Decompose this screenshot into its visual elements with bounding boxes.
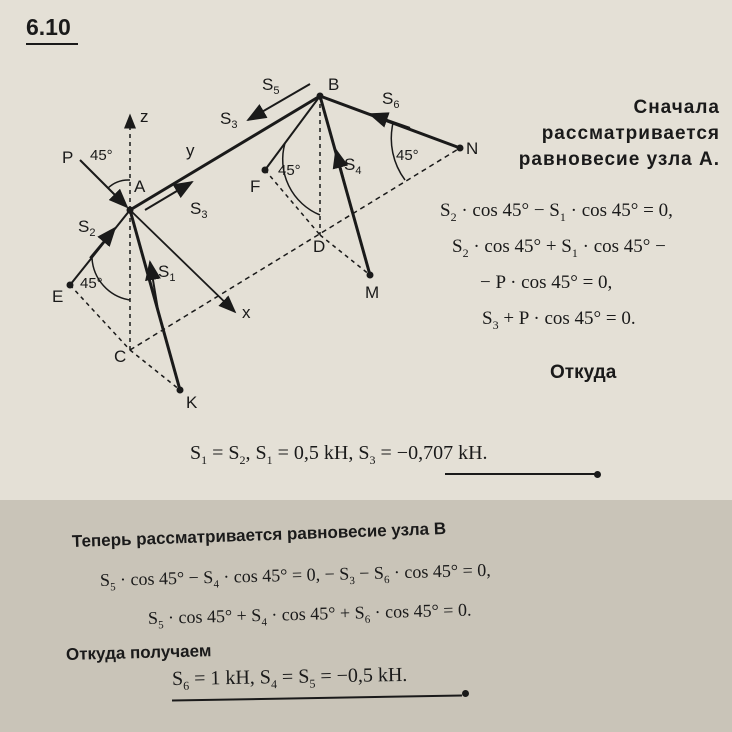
result-node-a: $S_1 = S_2$, $S_1 = 0,5$ kH, $S_3 = -0,707$ kH.: [190, 442, 488, 467]
equation-2: $S_2 \cdot \cos 45^\circ + S_1 \cdot \cos 45^\circ$ −: [452, 236, 666, 260]
label-B: B: [328, 75, 340, 94]
otkuda-label: Откуда: [550, 362, 617, 383]
label-E: E: [52, 287, 64, 306]
arrow-S6: [370, 114, 410, 128]
equation-3: − P · cos 45° = 0,: [480, 272, 613, 293]
label-S5: $S_5$: [262, 75, 280, 97]
label-z: z: [140, 107, 149, 126]
node-b-otkuda-label: Откуда получаем: [65, 641, 212, 664]
label-M: M: [365, 283, 380, 302]
label-x: x: [242, 303, 251, 322]
bar-AK: [130, 210, 180, 390]
intro-line: рассматривается: [541, 123, 720, 144]
label-D: D: [313, 237, 326, 256]
label-angle-N: 45°: [396, 147, 419, 164]
dashed-E-C: [70, 285, 130, 350]
dashed-D-M: [320, 235, 370, 275]
intro-text: [470, 95, 720, 173]
x-axis: [130, 210, 235, 312]
equation-4: $S_3 + P \cdot \cos 45^\circ = 0$.: [482, 308, 636, 332]
angle-arc-P: [108, 180, 130, 188]
dashed-F-D: [265, 170, 320, 235]
label-y: y: [186, 141, 195, 160]
dashed-C-K: [130, 350, 180, 390]
label-S2: $S_2$: [78, 217, 96, 239]
force-P: [80, 160, 127, 207]
equation-1: $S_2 \cdot \cos 45^\circ - S_1 \cdot \cos 45^\circ = 0$,: [440, 200, 673, 224]
label-F: F: [250, 177, 261, 196]
label-K: K: [186, 393, 198, 412]
label-P: P: [62, 148, 74, 167]
problem-number: 6.10: [26, 14, 71, 40]
label-A: A: [134, 177, 146, 196]
node-F: [262, 167, 269, 174]
node-b-equation-1: $S_5 \cdot \cos 45^\circ - S_4 \cdot \cos 45^\circ = 0$, − $S_3 - S_6 \cdot \cos 45^\circ = 0$,: [99, 559, 491, 594]
label-S1: $S_1$: [158, 262, 176, 284]
label-S3-mid: $S_3$: [190, 199, 208, 221]
node-b-heading: Теперь рассматривается равновесие узла В: [71, 518, 447, 551]
angle-arc-F: [283, 143, 320, 215]
node-B: [317, 93, 324, 100]
label-S4: $S_4$: [344, 155, 362, 177]
node-E: [67, 282, 74, 289]
label-N: N: [466, 139, 479, 158]
end-marker-dot-b: [462, 690, 469, 697]
node-A: [127, 207, 134, 214]
result-node-b: $S_6 = 1$ kH, $S_4 = S_5 = -0,5$ kH.: [171, 663, 408, 693]
bar-BF: [265, 96, 320, 170]
intro-line: равновесие узла А.: [518, 149, 720, 170]
label-angle-P: 45°: [90, 147, 113, 164]
label-S3-top: $S_3$: [220, 109, 238, 131]
node-N: [457, 145, 464, 152]
intro-line: Сначала: [633, 97, 720, 118]
label-angle-F: 45°: [278, 162, 301, 179]
node-K: [177, 387, 184, 394]
node-M: [367, 272, 374, 279]
result-underline: [445, 473, 595, 475]
node-b-equation-2: $S_5 \cdot \cos 45^\circ + S_4 \cdot \cos 45^\circ + S_6 \cdot \cos 45^\circ = 0$.: [147, 599, 472, 632]
label-C: C: [114, 347, 127, 366]
label-S6: $S_6$: [382, 89, 400, 111]
label-angle-E: 45°: [80, 275, 103, 292]
end-marker-dot: [594, 471, 601, 478]
